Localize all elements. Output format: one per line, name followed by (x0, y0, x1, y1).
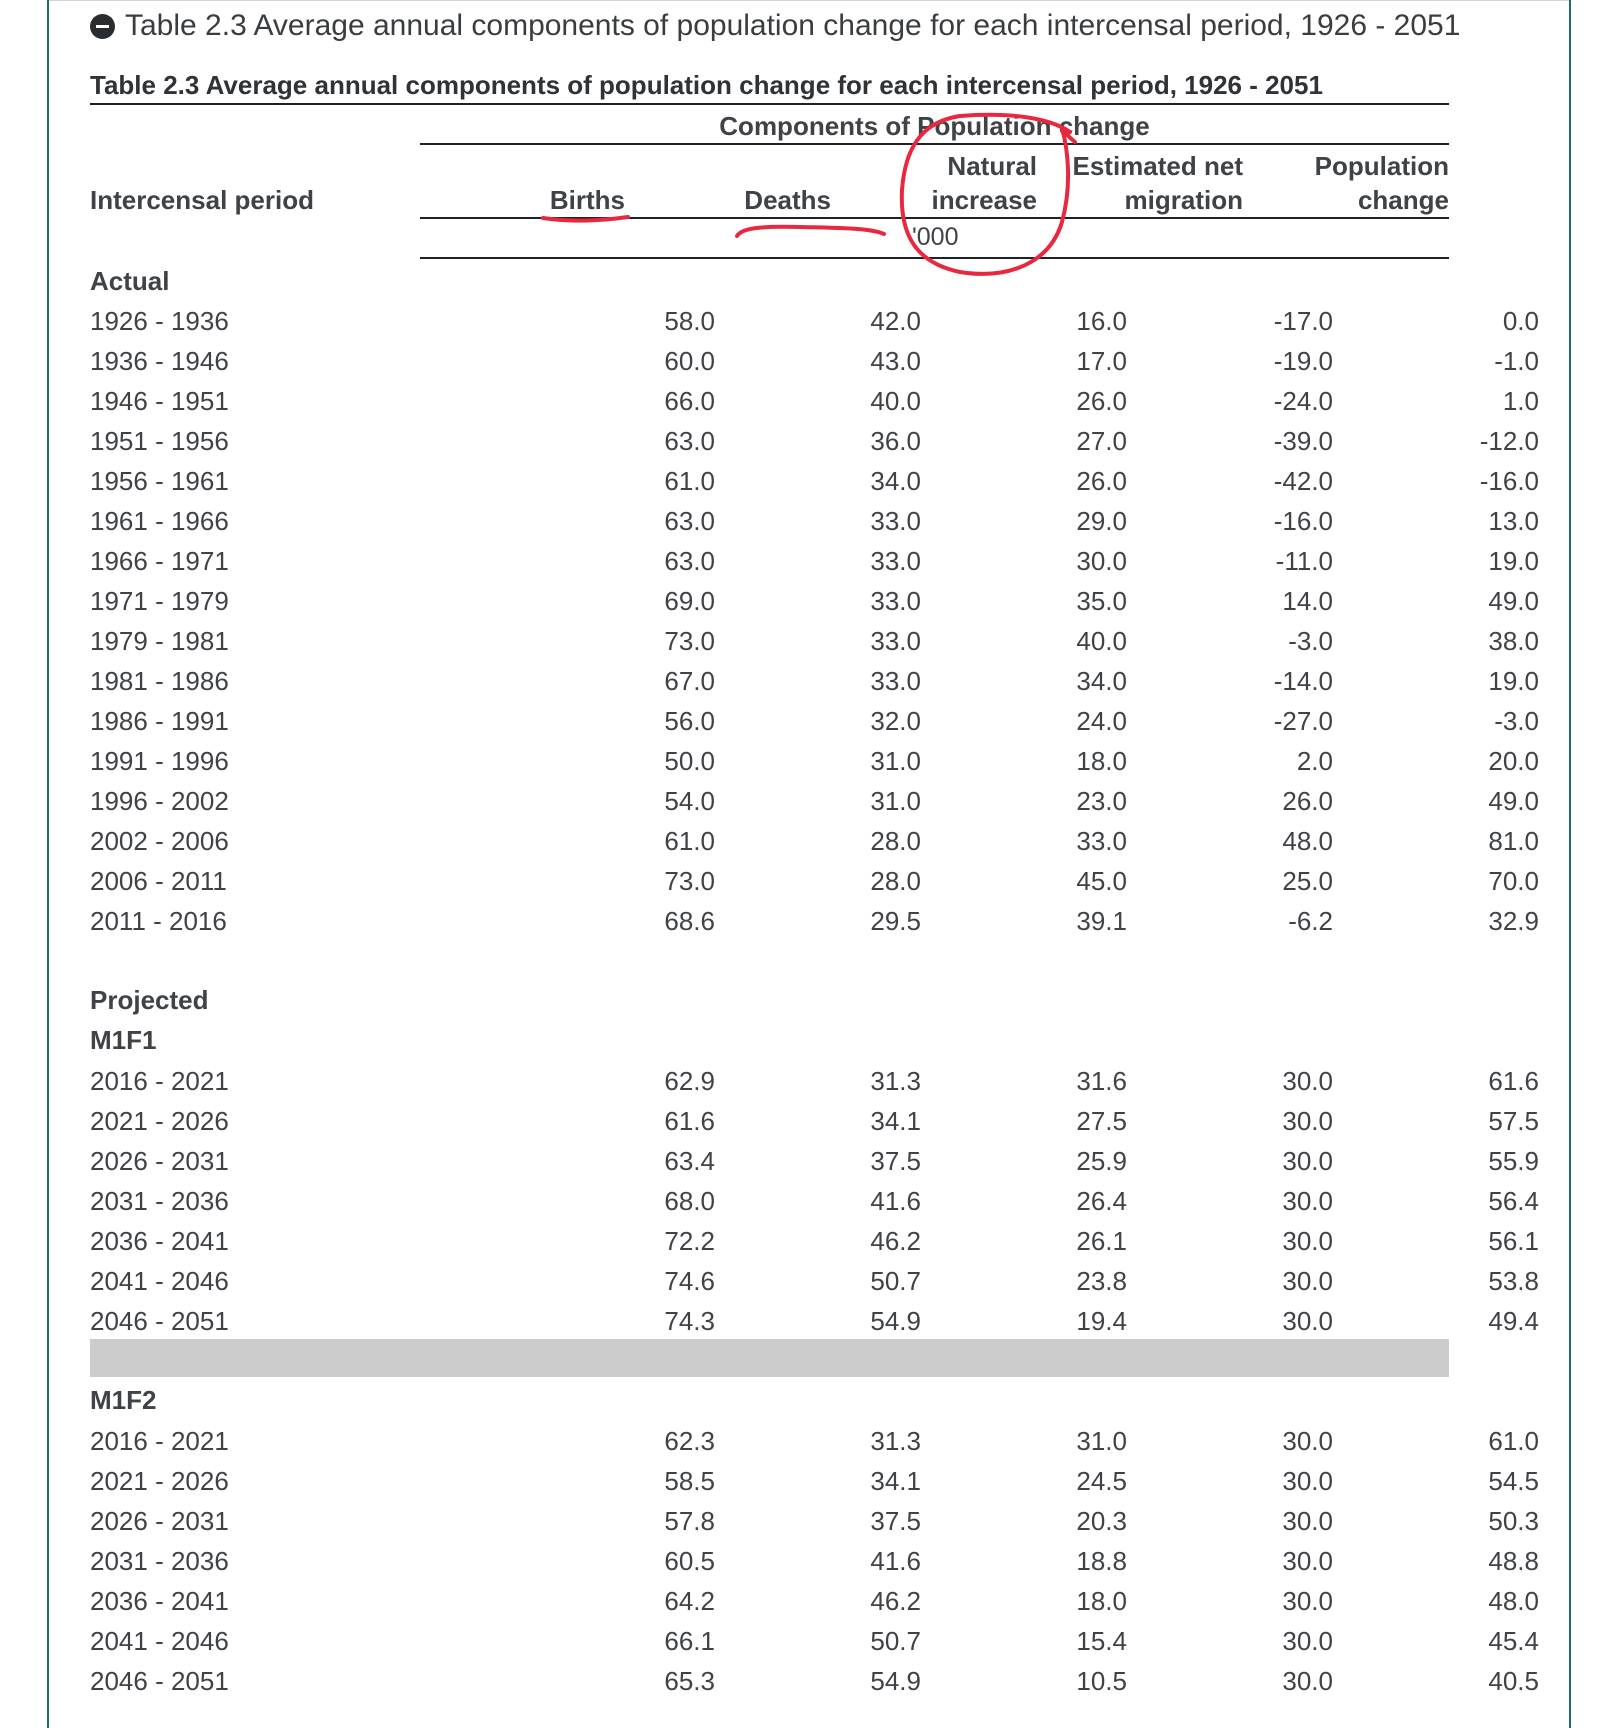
table-row (90, 821, 1539, 861)
table-row (90, 381, 1539, 421)
table-row (90, 581, 1539, 621)
cell-pop: 81.0 (1488, 826, 1539, 856)
cell-pop: -1.0 (1494, 346, 1539, 376)
cell-net: 30.0 (1282, 1146, 1333, 1176)
cell-births: 65.3 (664, 1666, 715, 1696)
table-row (90, 1541, 1539, 1581)
cell-pop: 55.9 (1488, 1146, 1539, 1176)
cell-deaths: 31.3 (870, 1426, 921, 1456)
cell-natural: 18.0 (1076, 1586, 1127, 1616)
cell-natural: 29.0 (1076, 506, 1127, 536)
cell-pop: 70.0 (1488, 866, 1539, 896)
cell-period: 2016 - 2021 (90, 1066, 229, 1096)
cell-births: 67.0 (664, 666, 715, 696)
cell-period: 2026 - 2031 (90, 1146, 229, 1176)
cell-natural: 39.1 (1076, 906, 1127, 936)
cell-period: 2026 - 2031 (90, 1506, 229, 1536)
cell-births: 60.5 (664, 1546, 715, 1576)
col-header-pop-line2: change (1357, 185, 1449, 215)
table-row (90, 1181, 1539, 1221)
cell-natural: 24.5 (1076, 1466, 1127, 1496)
cell-net: 26.0 (1282, 786, 1333, 816)
cell-net: 48.0 (1282, 826, 1333, 856)
cell-deaths: 31.3 (870, 1066, 921, 1096)
table-row (90, 861, 1539, 901)
table-row (90, 781, 1539, 821)
table-row (90, 1301, 1539, 1341)
cell-period: 2006 - 2011 (90, 866, 227, 896)
cell-pop: 61.0 (1488, 1426, 1539, 1456)
cell-net: 30.0 (1282, 1226, 1333, 1256)
cell-natural: 20.3 (1076, 1506, 1127, 1536)
cell-period: 1926 - 1936 (90, 306, 229, 336)
cell-natural: 30.0 (1076, 546, 1127, 576)
cell-pop: 38.0 (1488, 626, 1539, 656)
cell-deaths: 46.2 (870, 1226, 921, 1256)
cell-births: 56.0 (664, 706, 715, 736)
cell-natural: 27.5 (1076, 1106, 1127, 1136)
col-header-natural-line2: increase (931, 185, 1037, 215)
cell-births: 66.0 (664, 386, 715, 416)
cell-natural: 23.0 (1076, 786, 1127, 816)
cell-births: 61.6 (664, 1106, 715, 1136)
cell-births: 72.2 (664, 1226, 715, 1256)
cell-natural: 23.8 (1076, 1266, 1127, 1296)
cell-pop: 48.8 (1488, 1546, 1539, 1576)
cell-natural: 24.0 (1076, 706, 1127, 736)
cell-pop: -16.0 (1479, 466, 1539, 496)
cell-deaths: 54.9 (870, 1306, 921, 1336)
caption-rule (90, 103, 1449, 105)
cell-births: 62.9 (664, 1066, 715, 1096)
col-header-natural-line1: Natural (947, 151, 1037, 181)
cell-net: 30.0 (1282, 1106, 1333, 1136)
cell-pop: 56.1 (1488, 1226, 1539, 1256)
table-row (90, 421, 1539, 461)
cell-pop: 40.5 (1488, 1666, 1539, 1696)
cell-net: 30.0 (1282, 1466, 1333, 1496)
accordion-title: Table 2.3 Average annual components of population change for each intercensal period, 1926 - 2051 (125, 9, 1461, 42)
cell-pop: 20.0 (1488, 746, 1539, 776)
col-header-births: Births (549, 185, 625, 215)
cell-deaths: 33.0 (870, 506, 921, 536)
cell-net: -16.0 (1273, 506, 1333, 536)
table-row (90, 1661, 1539, 1701)
col-header-deaths: Deaths (744, 185, 831, 215)
cell-period: 1966 - 1971 (90, 546, 229, 576)
row-header: Intercensal period (90, 185, 314, 215)
cell-period: 2031 - 2036 (90, 1546, 229, 1576)
cell-deaths: 31.0 (870, 786, 921, 816)
cell-net: -6.2 (1288, 906, 1333, 936)
cell-deaths: 32.0 (870, 706, 921, 736)
cell-pop: 1.0 (1502, 386, 1539, 416)
cell-pop: 56.4 (1488, 1186, 1539, 1216)
cell-net: 30.0 (1282, 1306, 1333, 1336)
cell-period: 1996 - 2002 (90, 786, 229, 816)
cell-pop: -12.0 (1479, 426, 1539, 456)
cell-deaths: 28.0 (870, 866, 921, 896)
cell-net: 30.0 (1282, 1666, 1333, 1696)
cell-pop: 13.0 (1488, 506, 1539, 536)
group-header-rule (420, 143, 1449, 145)
cell-births: 54.0 (664, 786, 715, 816)
cell-natural: 19.4 (1076, 1306, 1127, 1336)
cell-period: 2016 - 2021 (90, 1426, 229, 1456)
table-row (90, 1581, 1539, 1621)
cell-natural: 16.0 (1076, 306, 1127, 336)
cell-natural: 25.9 (1076, 1146, 1127, 1176)
cell-pop: 19.0 (1488, 666, 1539, 696)
cell-deaths: 34.0 (870, 466, 921, 496)
cell-net: 30.0 (1282, 1506, 1333, 1536)
cell-pop: 48.0 (1488, 1586, 1539, 1616)
cell-net: 30.0 (1282, 1186, 1333, 1216)
cell-net: 14.0 (1282, 586, 1333, 616)
section-label-actual: Actual (90, 266, 170, 296)
cell-pop: 50.3 (1488, 1506, 1539, 1536)
cell-births: 57.8 (664, 1506, 715, 1536)
cell-births: 73.0 (664, 626, 715, 656)
cell-natural: 34.0 (1076, 666, 1127, 696)
cell-births: 69.0 (664, 586, 715, 616)
col-header-pop-line1: Population (1314, 151, 1449, 181)
cell-births: 64.2 (664, 1586, 715, 1616)
cell-net: 30.0 (1282, 1586, 1333, 1616)
cell-births: 74.6 (664, 1266, 715, 1296)
cell-net: -17.0 (1273, 306, 1333, 336)
cell-births: 60.0 (664, 346, 715, 376)
cell-period: 2011 - 2016 (90, 906, 227, 936)
cell-pop: 57.5 (1488, 1106, 1539, 1136)
cell-deaths: 50.7 (870, 1266, 921, 1296)
separator-band (90, 1339, 1449, 1377)
table-row (90, 1421, 1539, 1461)
cell-net: 30.0 (1282, 1266, 1333, 1296)
cell-births: 63.0 (664, 426, 715, 456)
table-row (90, 1101, 1539, 1141)
cell-net: -19.0 (1273, 346, 1333, 376)
cell-pop: 45.4 (1488, 1626, 1539, 1656)
cell-births: 58.5 (664, 1466, 715, 1496)
cell-pop: -3.0 (1494, 706, 1539, 736)
cell-deaths: 36.0 (870, 426, 921, 456)
cell-net: 30.0 (1282, 1426, 1333, 1456)
cell-period: 2046 - 2051 (90, 1306, 229, 1336)
cell-deaths: 28.0 (870, 826, 921, 856)
cell-deaths: 34.1 (870, 1466, 921, 1496)
cell-net: 2.0 (1296, 746, 1333, 776)
cell-natural: 26.0 (1076, 466, 1127, 496)
cell-net: 30.0 (1282, 1626, 1333, 1656)
cell-period: 2021 - 2026 (90, 1466, 229, 1496)
table-row (90, 1221, 1539, 1261)
frame-top-border (47, 0, 1571, 1)
table-row (90, 461, 1539, 501)
table-row (90, 1501, 1539, 1541)
cell-births: 62.3 (664, 1426, 715, 1456)
cell-net: -24.0 (1273, 386, 1333, 416)
cell-period: 2031 - 2036 (90, 1186, 229, 1216)
cell-period: 2041 - 2046 (90, 1626, 229, 1656)
cell-deaths: 41.6 (870, 1186, 921, 1216)
cell-period: 1936 - 1946 (90, 346, 229, 376)
cell-period: 1946 - 1951 (90, 386, 229, 416)
col-header-net-line2: migration (1124, 185, 1243, 215)
cell-natural: 35.0 (1076, 586, 1127, 616)
minus-circle-icon[interactable] (90, 14, 115, 39)
cell-net: 25.0 (1282, 866, 1333, 896)
table-row (90, 501, 1539, 541)
cell-deaths: 33.0 (870, 626, 921, 656)
cell-pop: 49.4 (1488, 1306, 1539, 1336)
cell-period: 2036 - 2041 (90, 1226, 229, 1256)
cell-deaths: 29.5 (870, 906, 921, 936)
cell-period: 1991 - 1996 (90, 746, 229, 776)
cell-period: 1951 - 1956 (90, 426, 229, 456)
section-label-m1f2: M1F2 (90, 1385, 157, 1415)
cell-period: 2036 - 2041 (90, 1586, 229, 1616)
cell-births: 50.0 (664, 746, 715, 776)
table-row (90, 1141, 1539, 1181)
cell-deaths: 37.5 (870, 1506, 921, 1536)
cell-natural: 31.0 (1076, 1426, 1127, 1456)
table-caption: Table 2.3 Average annual components of population change for each intercensal period, 1926 - 2051 (90, 70, 1323, 100)
cell-natural: 33.0 (1076, 826, 1127, 856)
cell-period: 2021 - 2026 (90, 1106, 229, 1136)
table-row (90, 741, 1539, 781)
cell-births: 73.0 (664, 866, 715, 896)
cell-net: -11.0 (1275, 546, 1333, 576)
cell-period: 1956 - 1961 (90, 466, 229, 496)
cell-net: -39.0 (1273, 426, 1333, 456)
table-row (90, 541, 1539, 581)
cell-births: 68.6 (664, 906, 715, 936)
cell-natural: 15.4 (1076, 1626, 1127, 1656)
cell-deaths: 40.0 (870, 386, 921, 416)
cell-pop: 49.0 (1488, 586, 1539, 616)
unit-label: '000 (912, 223, 959, 251)
table-row (90, 1261, 1539, 1301)
cell-pop: 49.0 (1488, 786, 1539, 816)
cell-net: -42.0 (1273, 466, 1333, 496)
cell-natural: 26.4 (1076, 1186, 1127, 1216)
group-header: Components of Population change (719, 111, 1150, 141)
cell-natural: 45.0 (1076, 866, 1127, 896)
cell-natural: 17.0 (1076, 346, 1127, 376)
cell-deaths: 50.7 (870, 1626, 921, 1656)
cell-natural: 26.0 (1076, 386, 1127, 416)
cell-period: 2041 - 2046 (90, 1266, 229, 1296)
table-row (90, 1461, 1539, 1501)
section-label-projected: Projected (90, 985, 209, 1015)
cell-births: 58.0 (664, 306, 715, 336)
cell-pop: 53.8 (1488, 1266, 1539, 1296)
cell-births: 63.0 (664, 546, 715, 576)
cell-net: 30.0 (1282, 1066, 1333, 1096)
cell-deaths: 31.0 (870, 746, 921, 776)
table-row (90, 1061, 1539, 1101)
cell-deaths: 41.6 (870, 1546, 921, 1576)
table-row (90, 301, 1539, 341)
cell-period: 1986 - 1991 (90, 706, 229, 736)
section-label-m1f1: M1F1 (90, 1025, 157, 1055)
frame-left-border (47, 0, 49, 1728)
table-row (90, 901, 1539, 941)
table-row (90, 1621, 1539, 1661)
table-row (90, 701, 1539, 741)
cell-deaths: 37.5 (870, 1146, 921, 1176)
table-row (90, 341, 1539, 381)
cell-deaths: 34.1 (870, 1106, 921, 1136)
cell-net: -14.0 (1273, 666, 1333, 696)
cell-births: 63.0 (664, 506, 715, 536)
cell-net: -3.0 (1288, 626, 1333, 656)
cell-period: 1971 - 1979 (90, 586, 229, 616)
cell-period: 1961 - 1966 (90, 506, 229, 536)
header-rule (420, 217, 1449, 219)
cell-births: 66.1 (664, 1626, 715, 1656)
cell-deaths: 33.0 (870, 546, 921, 576)
cell-deaths: 43.0 (870, 346, 921, 376)
cell-births: 63.4 (664, 1146, 715, 1176)
cell-period: 2002 - 2006 (90, 826, 229, 856)
unit-rule (420, 257, 1449, 259)
cell-natural: 31.6 (1076, 1066, 1127, 1096)
cell-deaths: 46.2 (870, 1586, 921, 1616)
cell-pop: 54.5 (1488, 1466, 1539, 1496)
cell-net: -27.0 (1273, 706, 1333, 736)
cell-pop: 32.9 (1488, 906, 1539, 936)
cell-pop: 0.0 (1502, 306, 1539, 336)
frame-right-border (1569, 0, 1571, 1728)
table-row (90, 621, 1539, 661)
col-header-net-line1: Estimated net (1072, 151, 1243, 181)
cell-net: 30.0 (1282, 1546, 1333, 1576)
cell-natural: 18.0 (1076, 746, 1127, 776)
cell-pop: 19.0 (1488, 546, 1539, 576)
cell-period: 2046 - 2051 (90, 1666, 229, 1696)
cell-pop: 61.6 (1488, 1066, 1539, 1096)
cell-natural: 40.0 (1076, 626, 1127, 656)
cell-period: 1981 - 1986 (90, 666, 229, 696)
cell-births: 61.0 (664, 826, 715, 856)
cell-births: 74.3 (664, 1306, 715, 1336)
cell-natural: 10.5 (1076, 1666, 1127, 1696)
table-row (90, 661, 1539, 701)
cell-period: 1979 - 1981 (90, 626, 229, 656)
cell-natural: 27.0 (1076, 426, 1127, 456)
cell-births: 61.0 (664, 466, 715, 496)
cell-deaths: 42.0 (870, 306, 921, 336)
deaths-underline-mark (737, 227, 884, 236)
accordion-toggle[interactable] (90, 8, 1460, 44)
cell-deaths: 33.0 (870, 586, 921, 616)
cell-deaths: 33.0 (870, 666, 921, 696)
cell-natural: 26.1 (1076, 1226, 1127, 1256)
cell-deaths: 54.9 (870, 1666, 921, 1696)
cell-natural: 18.8 (1076, 1546, 1127, 1576)
cell-births: 68.0 (664, 1186, 715, 1216)
